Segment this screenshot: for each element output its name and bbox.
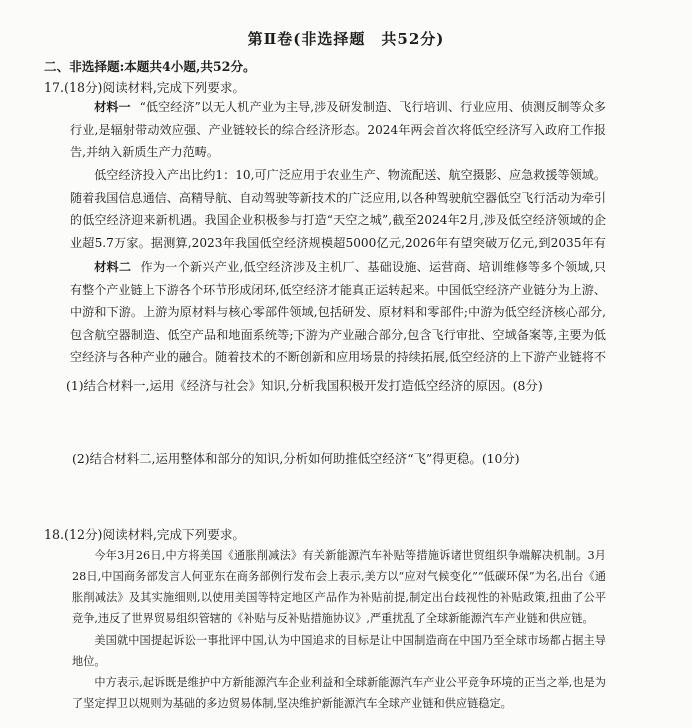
q17-sub-question-2: (2)结合材料二,运用整体和部分的知识,分析如何助推低空经济“飞”得更稳。(10分) xyxy=(72,451,520,466)
q17-material-1-para-2: 低空经济投入产出比约1：10,可广泛应用于农业生产、物流配送、航空摄影、应急救援等领域。随着我国信息通信、高精导航、自动驾驶等新技术的广泛应用,以各种驾驶航空器低空飞行活动为牵引的低空经济迎来新机遇。我国企业积极参与打造“天空之城”,截至2024年2月,涉及低空经济领域的企业超5.7万家。据测算,2023年我国低空经济规模超5000亿元,2026年有望突破万亿元,到2035年有 xyxy=(70,168,606,250)
material-1-text-1: “低空经济”以无人机产业为主导,涉及研发制造、飞行培训、行业应用、侦测反制等众多行业,是辐射带动效应强、产业链较长的综合经济形态。2024年两会首次将低空经济写入政府工作报告,并纳入新质生产力范畴。 xyxy=(70,100,606,159)
material-1-label: 材料一 xyxy=(94,100,131,114)
section-heading: 二、非选择题:本题共4小题,共52分。 xyxy=(44,59,256,74)
q18-para-1: 今年3月26日,中方将美国《通胀削减法》有关新能源汽车补贴等措施诉诸世贸组织争端解决机制。3月28日,中国商务部发言人何亚东在商务部例行发布会上表示,美方以“应对气候变化”“低碳环保”为名,出台《通胀削减法》及其实施细则,以使用美国等特定地区产品作为补贴前提,制定出台歧视性的补贴政策,扭曲了公平竞争,违反了世界贸易组织管辖的《补贴与反补贴措施协议》,严重扰乱了全球新能源汽车产业链和供应链。 xyxy=(72,549,606,625)
material-2-label: 材料二 xyxy=(94,260,132,274)
q18-para-3: 中方表示,起诉既是维护中方新能源汽车企业利益和全球新能源汽车产业公平竞争环境的正当之举,也是为了坚定捍卫以规则为基础的多边贸易体制,坚决维护新能源汽车全球产业链和供应链稳定。 xyxy=(72,676,606,710)
q18-para-2: 美国就中国提起诉讼一事批评中国,认为中国追求的目标是让中国制造商在中国乃至全球市场都占据主导地位。 xyxy=(72,634,606,668)
question-18-stem: 18.(12分)阅读材料,完成下列要求。 xyxy=(44,527,246,542)
question-17-stem: 17.(18分)阅读材料,完成下列要求。 xyxy=(44,80,246,95)
q17-sub-question-1: (1)结合材料一,运用《经济与社会》知识,分析我国积极开发打造低空经济的原因。(8分) xyxy=(66,378,543,393)
q17-material-2-para xyxy=(70,256,606,370)
material-2-text: 作为一个新兴产业,低空经济涉及主机厂、基础设施、运营商、培训维修等多个领域,只有整个产业链上下游各个环节形成闭环,低空经济才能真正运转起来。中国低空经济产业链分为上游、中游和下游。上游为原材料与核心零部件领域,包括研发、原材料和零部件;中游为低空经济核心部分,包含航空器制造、低空产品和地面系统等;下游为产业融合部分,包含飞行审批、空域备案等,主要为低空经济与各种产业的融合。随着技术的不断创新和应用场景的持续拓展,低空经济的上下游产业链将不 xyxy=(70,260,606,364)
part-title: 第Ⅱ卷(非选择题 共52分) xyxy=(247,30,445,48)
q17-material-1-para-1 xyxy=(70,96,606,164)
